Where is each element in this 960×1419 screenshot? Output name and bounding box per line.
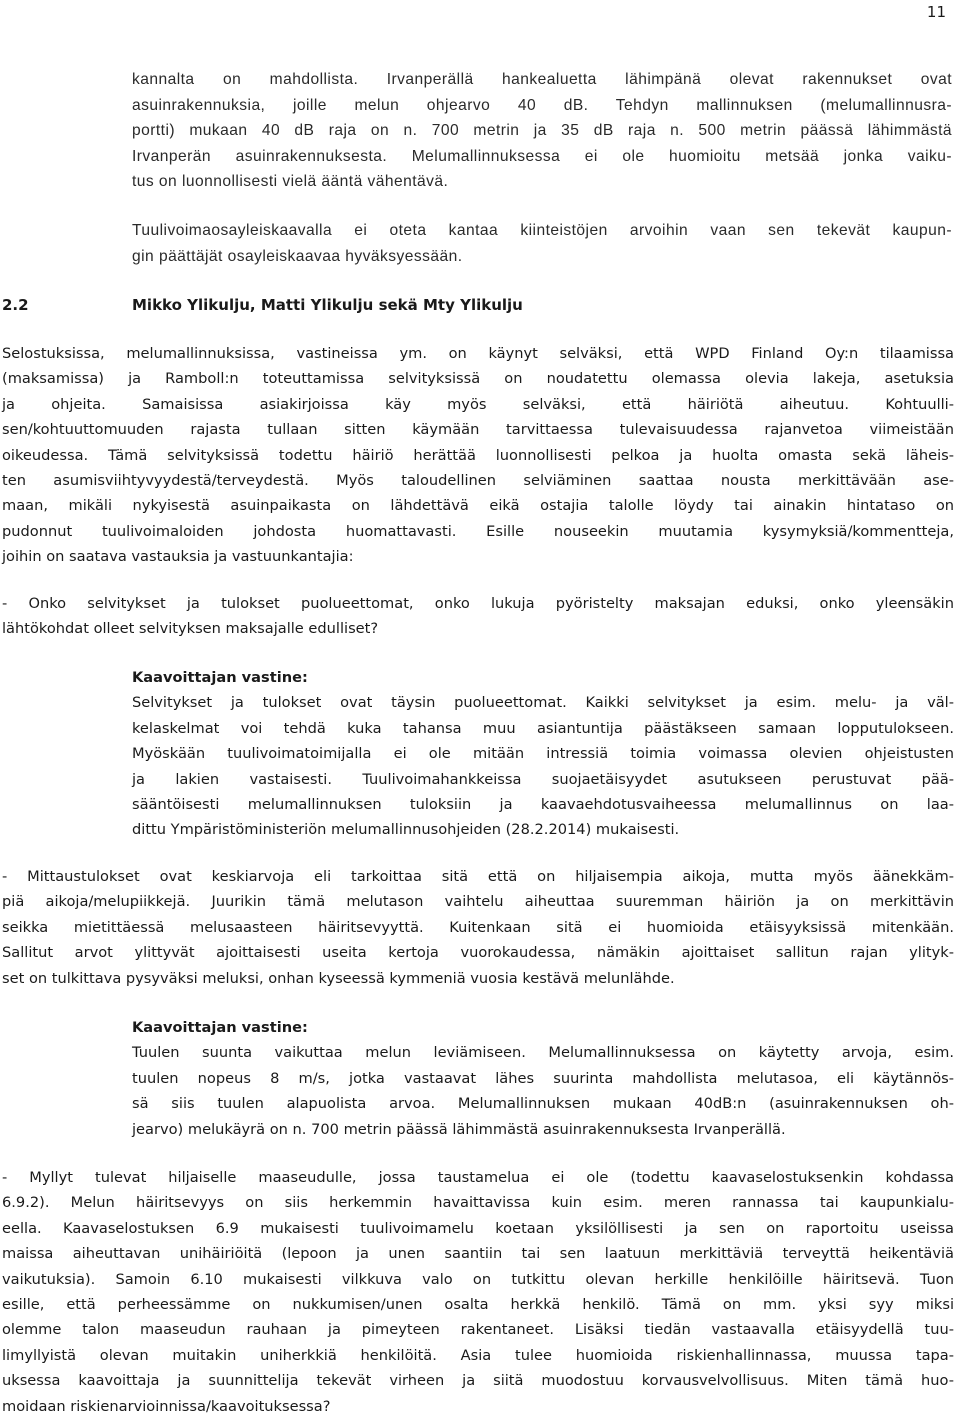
question-line: moidaan riskienarvioinnissa/kaavoituksessa? xyxy=(2,1397,331,1415)
statement-line: sen/kohtuuttomuuden rajasta tullaan sitten käymään tarvittaessa tulevaisuudessa rajanvetoa viimeistään xyxy=(2,421,954,439)
page-number: 11 xyxy=(926,3,946,21)
statement-line: Selostuksissa, melumallinnuksissa, vastineissa ym. on käynyt selväksi, että WPD Finland Oy:n tilaamissa xyxy=(2,345,954,362)
intro-line: asuinrakennuksia, joille melun ohjearvo 40 dB. Tehdyn mallinnuksen (melumallinnusra- xyxy=(132,96,952,114)
answer-line: Myöskään tuulivoimatoimijalla ei ole mitään intressiä toimia voimassa olevien ohjeistusten xyxy=(132,745,954,763)
answer-line: kelaskelmat voi tehdä kuka tahansa muu asiantuntija päästäkseen samaan lopputulokseen. xyxy=(132,719,954,737)
answer-line: ja lakien vastaisesti. Tuulivoimahankkeissa suojaetäisyydet asutukseen perustuvat pää- xyxy=(132,770,954,788)
intro-paragraph xyxy=(132,67,952,195)
question-line: - Onko selvitykset ja tulokset puolueettomat, onko lukuja pyöristelty maksajan eduksi, onko yleensäkin xyxy=(2,595,954,612)
answer-label: Kaavoittajan vastine: xyxy=(132,1019,308,1036)
question-line: seikka mietittäessä melusaasteen häiritsevyyttä. Kuitenkaan sitä ei huomioida etäisyyksissä mitenkään. xyxy=(2,918,954,936)
section-title: Mikko Ylikulju, Matti Ylikulju sekä Mty Ylikulju xyxy=(132,296,523,314)
question-line: set on tulkittava pysyväksi meluksi, onhan kyseessä kymmeniä vuosia kestävä melunlähde. xyxy=(2,969,675,987)
statement-line: oikeudessa. Tämä selvityksissä todettu häiriö herättää luonnollisesti pelkoa ja huolta omasta sekä läheis- xyxy=(2,446,954,464)
answer-line: sä siis tuulen alapuolista arvoa. Melumallinnuksen mukaan 40dB:n (asuinrakennuksen oh- xyxy=(132,1095,954,1113)
question-3 xyxy=(2,1165,954,1419)
intro-line: kannalta on mahdollista. Irvanperällä hankealuetta lähimpänä olevat rakennukset ovat xyxy=(132,71,952,88)
section-heading xyxy=(2,294,523,316)
osayleiskaava-line: Tuulivoimaosayleiskaavalla ei oteta kantaa kiinteistöjen arvoihin vaan sen tekevät kaupun- xyxy=(132,222,952,239)
answer-2 xyxy=(132,1015,954,1142)
answer-line: Selvitykset ja tulokset ovat täysin puolueettomat. Kaikki selvitykset ja esim. melu- ja väl- xyxy=(132,694,954,712)
question-line: eella. Kaavaselostuksen 6.9 mukaisesti tuulivoimamelu koetaan yksilöllisesti ja sen on raportoitu useissa xyxy=(2,1219,954,1237)
statement-line: pudonnut tuulivoimaloiden johdosta huomattavasti. Esille nouseekin muutamia kysymyksiä/kommentteja, xyxy=(2,522,954,540)
question-line: piä aikoja/melupiikkejä. Juurikin tämä melutason vaihtelu aiheuttaa suuremman häiriön ja on merkittävin xyxy=(2,893,954,911)
answer-line: dittu Ympäristöministeriön melumallinnusohjeiden (28.2.2014) mukaisesti. xyxy=(132,821,680,839)
osayleiskaava-paragraph xyxy=(132,218,952,269)
question-1 xyxy=(2,591,954,642)
answer-line: jearvo) melukäyrä on n. 700 metrin päässä lähimmästä asuinrakennuksesta Irvanperällä. xyxy=(132,1120,786,1138)
intro-line: tus on luonnollisesti vielä ääntä vähentävä. xyxy=(132,173,449,190)
section-number: 2.2 xyxy=(2,296,29,314)
question-line: - Mittaustulokset ovat keskiarvoja eli tarkoittaa sitä että on hiljaisempia aikoja, mutta myös äänekkäm- xyxy=(2,868,954,885)
question-line: olemme talon maaseudun rauhaan ja pimeyteen rakentaneet. Lisäksi tiedän vastaavalla etäisyydellä tuu- xyxy=(2,1321,954,1339)
question-line: lähtökohdat olleet selvityksen maksajalle edulliset? xyxy=(2,620,379,638)
statement-line: joihin on saatava vastauksia ja vastuunkantajia: xyxy=(2,548,354,566)
statement-line: ja ohjeita. Samaisissa asiakirjoissa käy myös selväksi, että häiriötä aiheutuu. Kohtuulli- xyxy=(2,395,954,413)
question-line: esille, että perheessämme on nukkumisen/unen osalta herkkä henkilö. Tämä on mm. yksi syy miksi xyxy=(2,1296,954,1314)
answer-label: Kaavoittajan vastine: xyxy=(132,669,308,686)
answer-line: sääntöisesti melumallinnuksen tuloksiin ja kaavaehdotusvaiheessa melumallinnus on laa- xyxy=(132,796,954,814)
question-line: Sallitut arvot ylittyvät ajoittaisesti useita kertoja vuorokaudessa, nämäkin ajoittaiset sallitun rajan ylityk- xyxy=(2,944,954,962)
intro-line: Irvanperän asuinrakennuksesta. Melumallinnuksessa ei ole huomioitu metsää jonka vaiku- xyxy=(132,147,952,165)
answer-line: Tuulen suunta vaikuttaa melun leviämiseen. Melumallinnuksessa on käytetty arvoja, esim. xyxy=(132,1044,954,1062)
question-line: maissa aiheuttavan unihäiriöitä (lepoon ja unen saantiin tai sen laatuun merkittäviä terveyttä heikentäviä xyxy=(2,1245,954,1263)
intro-line: portti) mukaan 40 dB raja on n. 700 metrin ja 35 dB raja n. 500 metrin päässä lähimmästä xyxy=(132,122,952,139)
statement-paragraph xyxy=(2,341,954,570)
statement-line: maan, mikäli nykyisestä asuinpaikasta on lähdettävä eikä ostajia talolle löydy tai ainakin hintataso on xyxy=(2,497,954,515)
answer-line: tuulen nopeus 8 m/s, jotka vastaavat lähes suurinta mahdollista melutasoa, eli käytännös- xyxy=(132,1069,954,1087)
question-line: uksessa kaavoittaja ja suunnittelija tekevät virheen ja siitä muodostuu korvausvelvollisuus. Miten tämä huo- xyxy=(2,1372,954,1390)
question-line: - Myllyt tulevat hiljaiselle maaseudulle, jossa taustamelua ei ole (todettu kaavaselostuksenkin kohdassa xyxy=(2,1169,954,1186)
question-2 xyxy=(2,864,954,991)
answer-1 xyxy=(132,665,954,843)
statement-line: (maksamissa) ja Ramboll:n toteuttamissa selvityksissä on noudatettu olemassa olevia lakeja, asetuksia xyxy=(2,370,954,388)
osayleiskaava-line: gin päättäjät osayleiskaavaa hyväksyessään. xyxy=(132,247,463,265)
question-line: vaikutuksia). Samoin 6.10 mukaisesti vilkkuva valo on tutkittu olevan herkille henkilöille häiritsevä. Tuon xyxy=(2,1270,954,1288)
question-line: limyllyistä olevan muitakin uniherkkiä henkilöitä. Asia tulee huomioida riskienhallinnassa, muussa tapa- xyxy=(2,1346,954,1364)
statement-line: ten asumisviihtyvyydestä/terveydestä. Myös taloudellinen selviäminen saattaa nousta merkittävään ase- xyxy=(2,472,954,490)
question-line: 6.9.2). Melun häiritsevyys on siis herkemmin havaittavissa kuin esim. meren rannassa tai kaupunkialu- xyxy=(2,1194,954,1212)
